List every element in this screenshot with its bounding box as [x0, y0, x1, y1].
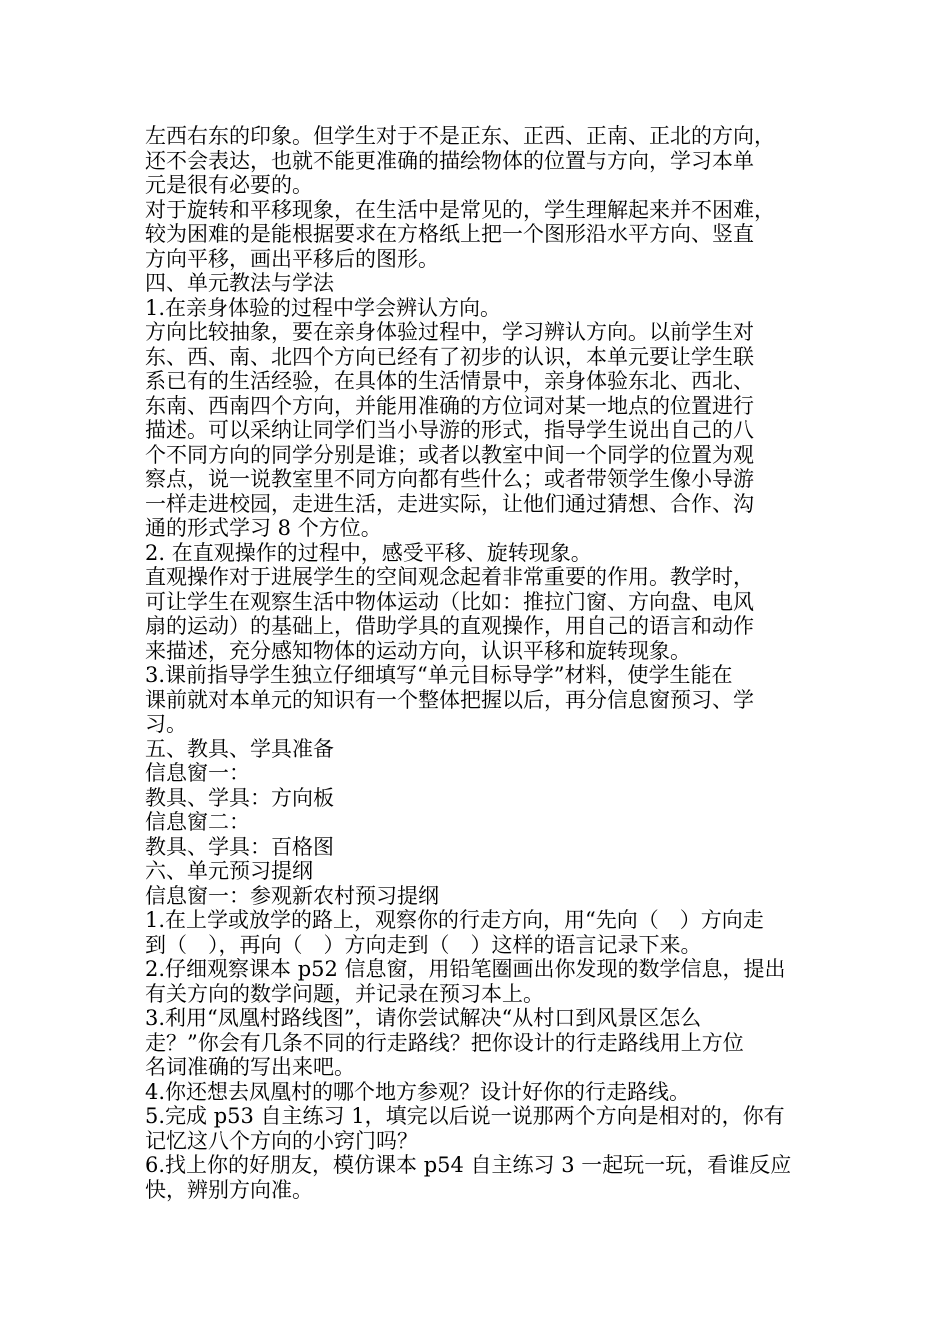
info-window-1-tools: 教具、学具：方向板 — [145, 785, 334, 810]
method-item-1-title: 1.在亲身体验的过程中学会辨认方向。 — [145, 295, 502, 320]
preview-item-4: 4.你还想去凤凰村的哪个地方参观？设计好你的行走路线。 — [145, 1079, 691, 1104]
preview-outline-title: 信息窗一：参观新农村预习提纲 — [145, 883, 439, 908]
section-heading-tools: 五、教具、学具准备 — [145, 736, 334, 761]
info-window-2-tools: 教具、学具：百格图 — [145, 834, 334, 859]
document-body — [145, 124, 813, 1202]
paragraph-rotation-translation: 对于旋转和平移现象，在生活中是常见的，学生理解起来并不困难， 较为困难的是能根据要求在方格纸上把一个图形沿水平方向、竖直 方向平移，画出平移后的图形。 — [145, 197, 775, 271]
info-window-1-label: 信息窗一： — [145, 761, 250, 785]
method-item-1-body: 方向比较抽象，要在亲身体验过程中，学习辨认方向。以前学生对 东、西、南、北四个方向已经有了初步的认识，本单元要让学生联 系已有的生活经验，在具体的生活情景中，亲身体验东北、西北、 东南、西南四个方向，并能用准确的方位词对某一地点的位置进行 描述。可以采纳让同学们当小导游的形式，指导学生说出自己的八 个不同方向的同学分别是谁；或者以教室中间一个同学的位置为观 察点，说一说教室里不同方向都有些什么；或者带领学生像小导游 一样走进校园，走进生活，走进实际，让他们通过猜想、合作、沟 通的形式学习 8 个方位。 — [145, 320, 754, 540]
preview-item-2: 2.仔细观察课本 p52 信息窗，用铅笔圈画出你发现的数学信息，提出 有关方向的数学问题，并记录在预习本上。 — [145, 957, 786, 1006]
preview-item-5: 5.完成 p53 自主练习 1，填完以后说一说那两个方向是相对的，你有 记忆这八个方向的小窍门吗？ — [145, 1104, 785, 1153]
method-item-3: 3.课前指导学生独立仔细填写“单元目标导学”材料，使学生能在 课前就对本单元的知识有一个整体把握以后，再分信息窗预习、学 习。 — [145, 663, 754, 736]
preview-item-6: 6.找上你的好朋友，模仿课本 p54 自主练习 3 一起玩一玩，看谁反应 快，辨别方向准。 — [145, 1153, 792, 1202]
method-item-2-body: 直观操作对于进展学生的空间观念起着非常重要的作用。教学时， 可让学生在观察生活中物体运动（比如：推拉门窗、方向盘、电风 扇的运动）的基础上，借助学具的直观操作，用自己的语言和动作 来描述，充分感知物体的运动方向，认识平移和旋转现象。 — [145, 565, 754, 663]
preview-item-3: 3.利用“凤凰村路线图”，请你尝试解决“从村口到风景区怎么 走？”你会有几条不同的行走路线？把你设计的行走路线用上方位 名词准确的写出来吧。 — [145, 1006, 744, 1079]
method-item-2-title: 2. 在直观操作的过程中，感受平移、旋转现象。 — [145, 540, 592, 565]
section-heading-methods: 四、单元教法与学法 — [145, 271, 334, 295]
paragraph-intro-continued: 左西右东的印象。但学生对于不是正东、正西、正南、正北的方向， 还不会表达，也就不能更准确的描绘物体的位置与方向，学习本单 元是很有必要的。 — [145, 124, 775, 197]
preview-item-1: 1.在上学或放学的路上，观察你的行走方向，用“先向（ ）方向走 到（ ），再向（ ）方向走到（ ）这样的语言记录下来。 — [145, 908, 764, 957]
info-window-2-label: 信息窗二： — [145, 810, 250, 834]
section-heading-preview: 六、单元预习提纲 — [145, 859, 313, 883]
